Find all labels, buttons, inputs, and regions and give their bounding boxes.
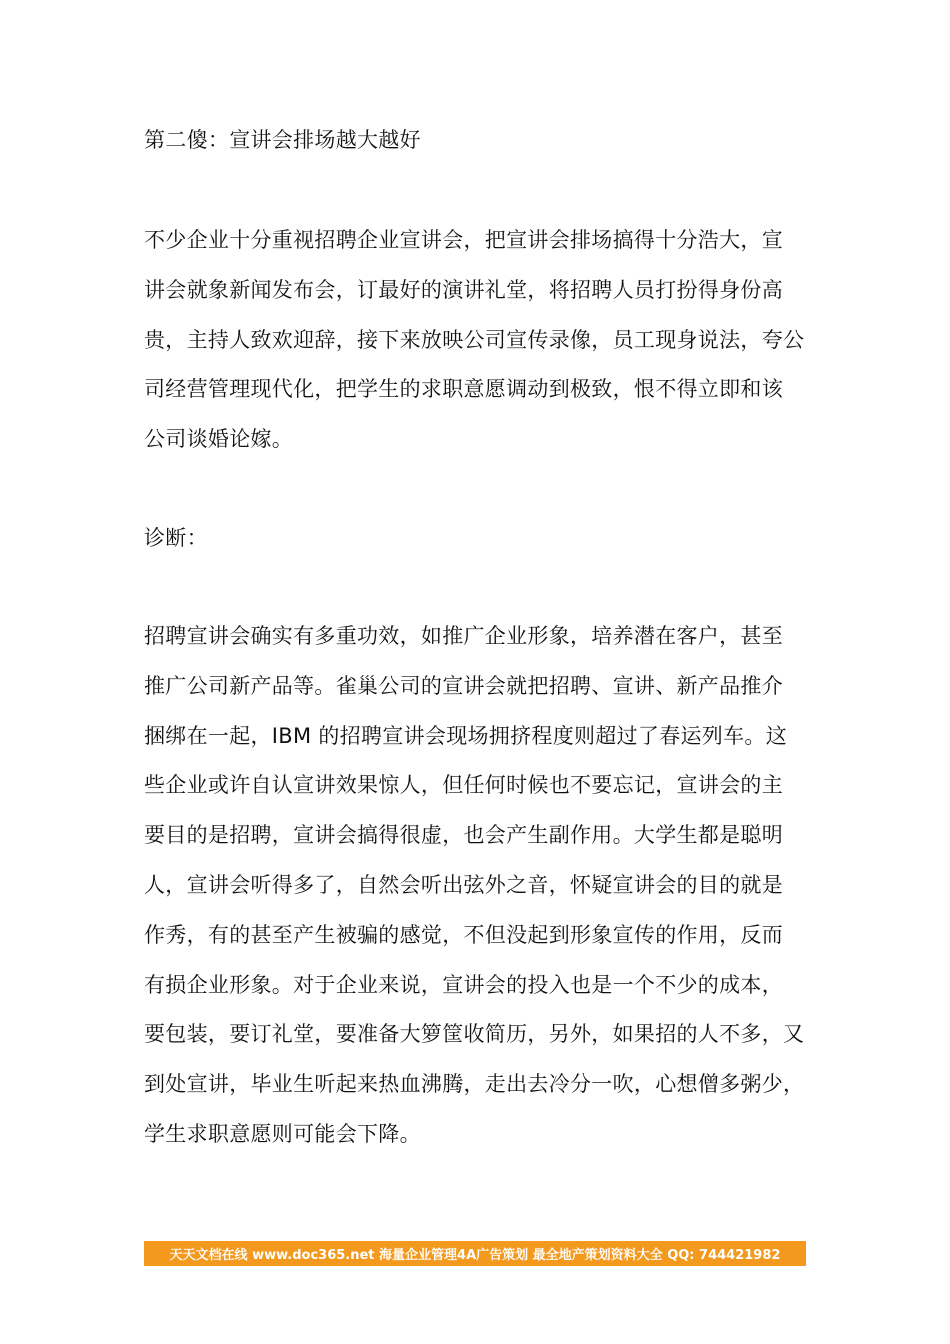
diagnosis-label-text: 诊断： xyxy=(144,526,208,550)
diagnosis-label xyxy=(144,514,808,564)
paragraph-line: 不少企业十分重视招聘企业宣讲会，把宣讲会排场搞得十分浩大，宣 xyxy=(144,228,783,252)
paragraph-line: 推广公司新产品等。雀巢公司的宣讲会就把招聘、宣讲、新产品推介 xyxy=(144,673,783,698)
paragraph-line: 司经营管理现代化，把学生的求职意愿调动到极致，恨不得立即和该 xyxy=(144,377,783,402)
heading-text: 第二傻：宣讲会排场越大越好 xyxy=(144,128,421,152)
paragraph-line: 人，宣讲会听得多了，自然会听出弦外之音，怀疑宣讲会的目的就是 xyxy=(144,872,783,897)
footer-banner xyxy=(144,1241,806,1266)
paragraph-line: 有损企业形象。对于企业来说，宣讲会的投入也是一个不少的成本， xyxy=(144,972,783,997)
section-heading xyxy=(144,116,808,166)
paragraph-line: 学生求职意愿则可能会下降。 xyxy=(144,1121,421,1146)
paragraph-diagnosis xyxy=(144,612,808,1160)
paragraph-line: 讲会就象新闻发布会，订最好的演讲礼堂，将招聘人员打扮得身份高 xyxy=(144,277,783,302)
footer-banner-text: 天天文档在线 www.doc365.net 海量企业管理4A广告策划 最全地产策划资料大全 QQ: 744421982 xyxy=(169,1248,781,1263)
paragraph-line: 作秀，有的甚至产生被骗的感觉，不但没起到形象宣传的作用，反而 xyxy=(144,922,783,947)
paragraph-line: 要包装，要订礼堂，要准备大箩筐收简历，另外，如果招的人不多，又 xyxy=(144,1022,805,1047)
paragraph-intro xyxy=(144,216,808,465)
paragraph-line: 公司谈婚论嫁。 xyxy=(144,427,294,452)
paragraph-line: 招聘宣讲会确实有多重功效，如推广企业形象，培养潜在客户，甚至 xyxy=(144,624,783,648)
paragraph-line: 贵，主持人致欢迎辞，接下来放映公司宣传录像，员工现身说法，夸公 xyxy=(144,327,805,352)
paragraph-line: 要目的是招聘，宣讲会搞得很虚，也会产生副作用。大学生都是聪明 xyxy=(144,823,783,848)
paragraph-line: 到处宣讲，毕业生听起来热血沸腾，走出去冷分一吹，心想僧多粥少， xyxy=(144,1072,805,1097)
paragraph-line: 些企业或许自认宣讲效果惊人，但任何时候也不要忘记，宣讲会的主 xyxy=(144,773,783,798)
paragraph-line: 捆绑在一起，IBM 的招聘宣讲会现场拥挤程度则超过了春运列车。这 xyxy=(144,723,787,748)
